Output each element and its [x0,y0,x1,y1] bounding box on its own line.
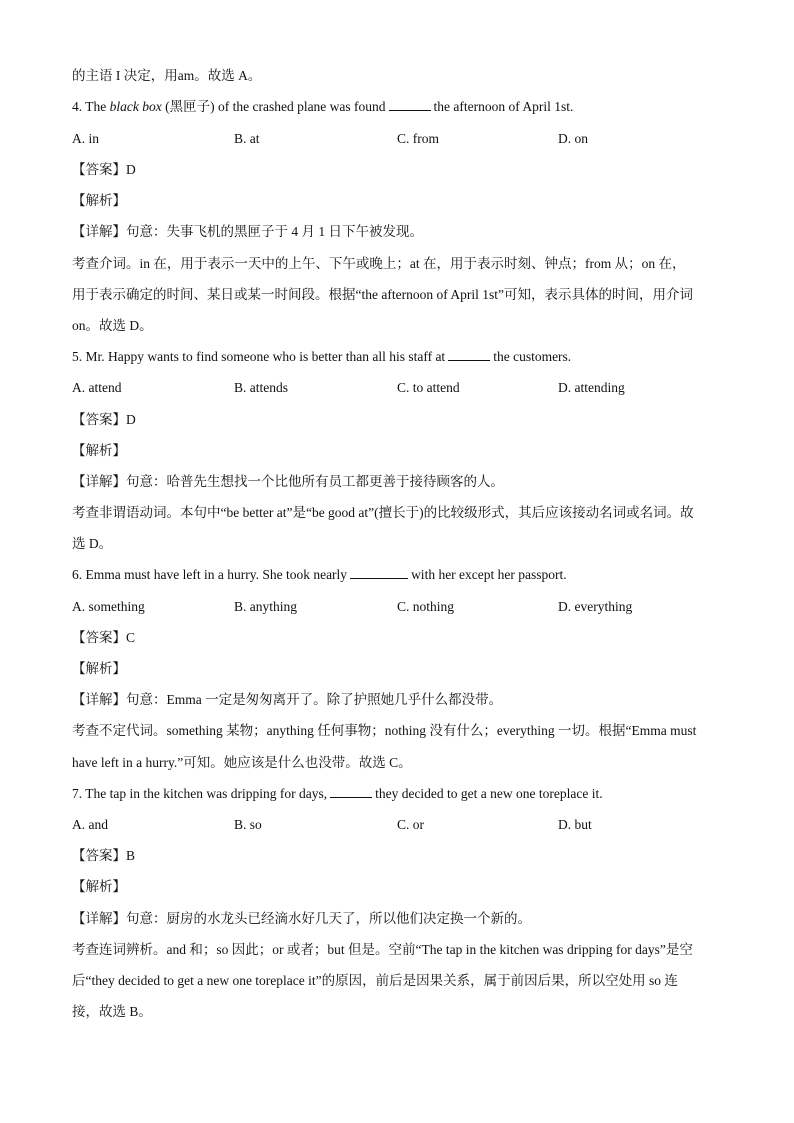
question-text: with her except her passport. [411,567,567,582]
explanation-line: 考查不定代词。something 某物；anything 任何事物；nothing 没有什么；everything 一切。根据“Emma must [72,723,697,738]
question-text: (黑匣子) of the crashed plane was found [161,99,386,114]
explanation-line: 考查连词辨析。and 和；so 因此；or 或者；but 但是。空前“The tap in the kitchen was dripping for days”是空 [72,942,693,957]
analysis-label: 【解析】 [72,443,126,458]
option-c: C. from [397,131,439,146]
answer-blank [389,98,431,111]
explanation-line: 选 D。 [72,536,113,551]
answer-line: 【答案】B [72,848,136,863]
analysis-label: 【解析】 [72,879,126,894]
question-5 [72,347,724,367]
answer-blank [448,348,490,361]
option-d: D. but [558,817,592,832]
option-b: B. attends [234,380,288,395]
option-a: A. attend [72,380,122,395]
explanation-line: 考查介词。in 在，用于表示一天中的上午、下午或晚上；at 在，用于表示时刻、钟点；from 从；on 在， [72,256,686,271]
question-text-italic: black box [109,99,162,114]
detail-line: 【详解】句意：厨房的水龙头已经滴水好几天了，所以他们决定换一个新的。 [72,911,531,926]
option-a: A. something [72,599,145,614]
detail-line: 【详解】句意：哈普先生想找一个比他所有员工都更善于接待顾客的人。 [72,474,504,489]
explanation-line: 接，故选 B。 [72,1004,152,1019]
question-text: 6. Emma must have left in a hurry. She took nearly [72,567,348,582]
question-text: 7. The tap in the kitchen was dripping for days, [72,786,328,801]
question-4 [72,97,724,117]
option-d: D. on [558,131,588,146]
question-text: they decided to get a new one toreplace it. [375,786,603,801]
option-b: B. at [234,131,260,146]
explanation-line: on。故选 D。 [72,318,153,333]
explanation-line: have left in a hurry.”可知。她应该是什么也没带。故选 C。 [72,755,412,770]
detail-line: 【详解】句意：失事飞机的黑匣子于 4 月 1 日下午被发现。 [72,224,423,239]
question-7 [72,784,724,804]
analysis-label: 【解析】 [72,661,126,676]
analysis-label: 【解析】 [72,193,126,208]
question-text: the afternoon of April 1st. [433,99,574,114]
option-d: D. everything [558,599,633,614]
explanation-line: 用于表示确定的时间、某日或某一时间段。根据“the afternoon of April 1st”可知，表示具体的时间，用介词 [72,287,693,302]
answer-line: 【答案】D [72,162,136,177]
answer-blank [350,566,408,579]
question-text: 4. The [72,99,110,114]
option-c: C. or [397,817,424,832]
answer-blank [330,785,372,798]
explanation-line: 考查非谓语动词。本句中“be better at”是“be good at”(擅长于)的比较级形式，其后应该接动名词或名词。故 [72,505,694,520]
option-b: B. so [234,817,262,832]
option-a: A. and [72,817,108,832]
answer-line: 【答案】D [72,412,136,427]
option-b: B. anything [234,599,297,614]
option-a: A. in [72,131,99,146]
option-c: C. nothing [397,599,455,614]
answer-line: 【答案】C [72,630,136,645]
option-c: C. to attend [397,380,460,395]
option-d: D. attending [558,380,625,395]
explanation-line: 后“they decided to get a new one toreplace it”的原因，前后是因果关系，属于前因后果，所以空处用 so 连 [72,973,678,988]
question-text: the customers. [493,349,572,364]
question-text: 5. Mr. Happy wants to find someone who is better than all his staff at [72,349,446,364]
detail-line: 【详解】句意：Emma 一定是匆匆离开了。除了护照她几乎什么都没带。 [72,692,503,707]
text-line: 的主语 I 决定，用am。故选 A。 [72,68,262,83]
question-6 [72,565,724,585]
